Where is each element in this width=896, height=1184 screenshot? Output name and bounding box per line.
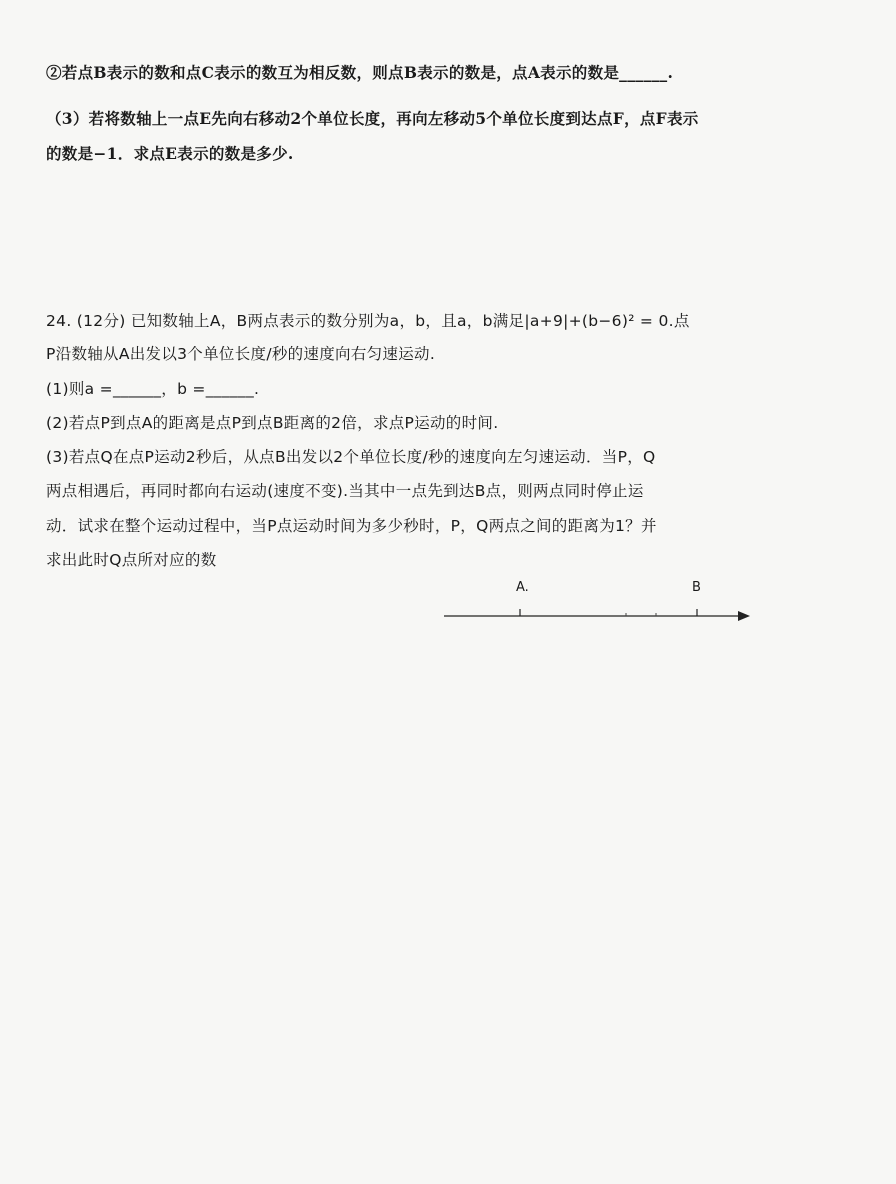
q24-part2: (2)若点P到点A的距离是点P到点B距离的2倍，求点P运动的时间.	[46, 414, 499, 432]
q24-part3-line1: (3)若点Q在点P运动2秒后，从点B出发以2个单位长度/秒的速度向左匀速运动．当P，Q	[46, 448, 656, 466]
q24-part1: (1)则a =______，b =______.	[46, 380, 260, 398]
number-line-label-b: B	[692, 580, 701, 595]
q24-part3-line4: 求出此时Q点所对应的数	[46, 551, 217, 569]
q24-stem-line2: P沿数轴从A出发以3个单位长度/秒的速度向右匀速运动.	[46, 345, 436, 363]
q24-part3-line3: 动．试求在整个运动过程中，当P点运动时间为多少秒时，P，Q两点之间的距离为1？并	[46, 517, 657, 535]
axis-arrow-icon	[738, 611, 750, 621]
q24-stem-line1: 24. (12分) 已知数轴上A，B两点表示的数分别为a，b，且a，b满足|a+9|+(b−6)² = 0.点	[46, 312, 690, 330]
q23-part3-line1: （3）若将数轴上一点E先向右移动2个单位长度，再向左移动5个单位长度到达点F，点F表示	[46, 109, 699, 128]
q23-part2-item2: ②若点B表示的数和点C表示的数互为相反数，则点B表示的数是，点A表示的数是______.	[46, 63, 674, 82]
number-line-figure	[440, 578, 760, 628]
q24-part3-line2: 两点相遇后，再同时都向右运动(速度不变).当其中一点先到达B点，则两点同时停止运	[46, 482, 644, 500]
number-line-axis	[440, 578, 760, 628]
number-line-label-a: A.	[516, 580, 529, 595]
q23-part3-line2: 的数是−1．求点E表示的数是多少.	[46, 144, 294, 163]
